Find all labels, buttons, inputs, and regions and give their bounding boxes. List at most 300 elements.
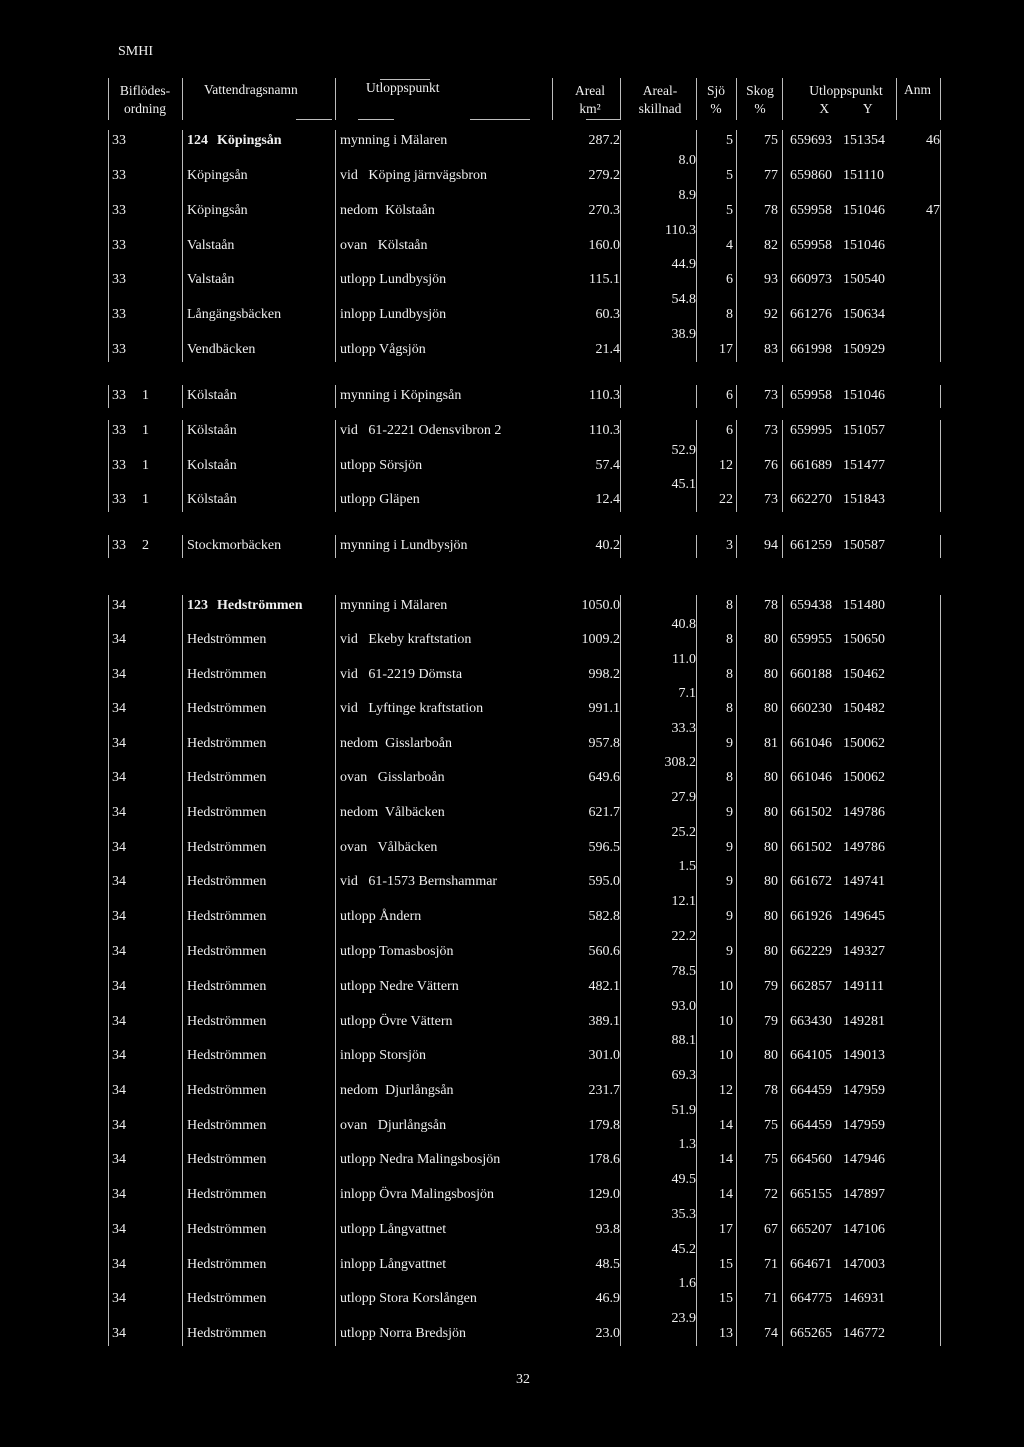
row-lake-pct: 8	[726, 598, 733, 613]
row-coord-y: 150482	[843, 701, 885, 716]
row-area: 595.0	[588, 874, 620, 889]
row-name: Hedströmmen	[187, 979, 267, 994]
row-lake-pct: 6	[726, 423, 733, 438]
area-difference: 308.2	[664, 755, 696, 770]
row-lake-pct: 9	[726, 840, 733, 855]
row-coord-y: 146931	[843, 1291, 885, 1306]
row-outlet-point: mynning i Lundbysjön	[340, 538, 468, 553]
column-divider	[696, 385, 697, 408]
row-coord-y: 149013	[843, 1048, 885, 1063]
row-coord-x: 664671	[790, 1257, 832, 1272]
area-difference: 69.3	[671, 1067, 696, 1083]
column-divider	[940, 420, 941, 512]
row-order: 34	[112, 598, 126, 613]
row-name: Hedströmmen	[187, 1326, 267, 1341]
row-area: 40.2	[595, 538, 620, 553]
row-area: 389.1	[588, 1014, 620, 1029]
row-forest-pct: 73	[764, 423, 778, 438]
row-forest-pct: 72	[764, 1187, 778, 1202]
row-forest-pct: 78	[764, 1083, 778, 1098]
row-outlet-point: mynning i Mälaren	[340, 133, 448, 148]
row-order: 34	[112, 770, 126, 785]
area-difference: 1.6	[678, 1276, 696, 1291]
row-coord-x: 659860	[790, 168, 832, 183]
row-forest-pct: 80	[764, 909, 778, 924]
column-divider	[620, 595, 621, 1346]
row-outlet-point: utlopp Långvattnet	[340, 1222, 447, 1237]
row-coord-y: 150587	[843, 538, 885, 553]
row-order: 33	[112, 423, 126, 438]
row-lake-pct: 17	[719, 1222, 733, 1237]
row-forest-pct: 74	[764, 1326, 778, 1341]
area-difference: 40.8	[671, 617, 696, 632]
column-divider	[736, 420, 737, 512]
header-rule-a	[296, 119, 332, 120]
row-forest-pct: 80	[764, 667, 778, 682]
row-name: Hedströmmen	[187, 1187, 267, 1202]
row-lake-pct: 12	[719, 458, 733, 473]
column-divider	[620, 385, 621, 408]
row-forest-pct: 71	[764, 1291, 778, 1306]
area-difference: 27.9	[671, 789, 696, 805]
row-coord-y: 150929	[843, 342, 885, 357]
row-lake-pct: 14	[719, 1118, 733, 1133]
column-divider	[108, 420, 109, 512]
row-name: Hedströmmen	[187, 1118, 267, 1133]
row-lake-pct: 14	[719, 1187, 733, 1202]
area-difference: 44.9	[671, 257, 696, 272]
row-coord-y: 147946	[843, 1152, 885, 1167]
area-difference: 54.8	[671, 291, 696, 307]
row-suborder: 1	[142, 492, 149, 507]
row-coord-y: 150540	[843, 272, 885, 287]
column-divider	[620, 420, 621, 512]
row-name: Hedströmmen	[187, 1222, 267, 1237]
row-forest-pct: 80	[764, 944, 778, 959]
row-forest-pct: 80	[764, 770, 778, 785]
col-header-lake: Sjö %	[706, 83, 725, 116]
row-outlet-point: utlopp Nedre Vättern	[340, 979, 459, 994]
row-name: Valstaån	[187, 238, 235, 253]
col-header-note: Anm	[904, 82, 931, 97]
row-forest-pct: 80	[764, 701, 778, 716]
row-lake-pct: 10	[719, 1048, 733, 1063]
row-coord-x: 664775	[790, 1291, 832, 1306]
row-area: 482.1	[588, 979, 620, 994]
row-coord-y: 149786	[843, 840, 885, 855]
row-name: Köpingsån	[217, 133, 282, 148]
row-area: 998.2	[588, 667, 620, 682]
row-forest-pct: 80	[764, 840, 778, 855]
row-coord-x: 659955	[790, 632, 832, 647]
row-name: Hedströmmen	[187, 874, 267, 889]
row-code: 124	[187, 133, 208, 148]
row-area: 93.8	[595, 1222, 620, 1237]
row-outlet-point: mynning i Mälaren	[340, 598, 448, 613]
column-divider	[940, 535, 941, 558]
row-lake-pct: 9	[726, 874, 733, 889]
row-order: 34	[112, 1187, 126, 1202]
header-rule-d	[586, 119, 620, 120]
row-area: 110.3	[589, 388, 620, 403]
row-lake-pct: 10	[719, 1014, 733, 1029]
row-coord-x: 660188	[790, 667, 832, 682]
row-area: 301.0	[588, 1048, 620, 1063]
row-lake-pct: 5	[726, 133, 733, 148]
row-area: 560.6	[588, 944, 620, 959]
row-forest-pct: 67	[764, 1222, 778, 1237]
row-outlet-point: utlopp Åndern	[340, 909, 422, 924]
column-divider	[108, 535, 109, 558]
row-outlet-point: utlopp Norra Bredsjön	[340, 1326, 466, 1341]
area-difference: 8.9	[678, 187, 696, 203]
row-order: 34	[112, 944, 126, 959]
row-forest-pct: 92	[764, 307, 778, 322]
row-order: 34	[112, 874, 126, 889]
column-divider	[108, 385, 109, 408]
row-forest-pct: 78	[764, 598, 778, 613]
row-outlet-point: utlopp Stora Korslången	[340, 1291, 477, 1306]
row-coord-y: 147959	[843, 1083, 885, 1098]
row-coord-y: 151046	[843, 203, 885, 218]
row-lake-pct: 10	[719, 979, 733, 994]
row-order: 34	[112, 909, 126, 924]
column-divider	[696, 595, 697, 1346]
row-forest-pct: 80	[764, 874, 778, 889]
area-difference: 93.0	[671, 998, 696, 1014]
row-name: Hedströmmen	[187, 1291, 267, 1306]
row-order: 33	[112, 238, 126, 253]
row-coord-x: 661502	[790, 840, 832, 855]
row-coord-y: 147003	[843, 1257, 885, 1272]
column-divider	[620, 78, 621, 120]
row-outlet-point: nedom Gisslarboån	[340, 736, 452, 751]
row-outlet-point: utlopp Gläpen	[340, 492, 420, 507]
row-order: 34	[112, 632, 126, 647]
row-name: Hedströmmen	[187, 1048, 267, 1063]
row-forest-pct: 78	[764, 203, 778, 218]
row-name: Hedströmmen	[187, 632, 267, 647]
column-divider	[108, 130, 109, 362]
column-divider	[182, 595, 183, 1346]
row-name: Hedströmmen	[187, 701, 267, 716]
row-outlet-point: nedom Kölstaån	[340, 203, 435, 218]
col-header-area: Areal km²	[575, 83, 605, 116]
header-rule-c	[470, 119, 530, 120]
row-outlet-point: ovan Kölstaån	[340, 238, 428, 253]
col-header-forest: Skog %	[746, 83, 774, 116]
row-name: Valstaån	[187, 272, 235, 287]
row-order: 34	[112, 805, 126, 820]
row-lake-pct: 17	[719, 342, 733, 357]
row-lake-pct: 15	[719, 1257, 733, 1272]
column-divider	[782, 535, 783, 558]
row-outlet-point: utlopp Tomasbosjön	[340, 944, 454, 959]
row-coord-y: 151046	[843, 388, 885, 403]
area-difference: 1.3	[678, 1137, 696, 1152]
row-area: 48.5	[595, 1257, 620, 1272]
column-divider	[182, 385, 183, 408]
row-coord-x: 659958	[790, 238, 832, 253]
row-coord-y: 151480	[843, 598, 885, 613]
row-forest-pct: 81	[764, 736, 778, 751]
row-area: 279.2	[588, 168, 620, 183]
column-divider	[335, 78, 336, 120]
row-outlet-point: utlopp Sörsjön	[340, 458, 423, 473]
row-forest-pct: 73	[764, 492, 778, 507]
row-lake-pct: 15	[719, 1291, 733, 1306]
area-difference: 33.3	[671, 720, 696, 736]
area-difference: 78.5	[671, 963, 696, 979]
row-coord-y: 151354	[843, 133, 885, 148]
row-lake-pct: 8	[726, 701, 733, 716]
row-outlet-point: inlopp Lundbysjön	[340, 307, 447, 322]
row-area: 596.5	[588, 840, 620, 855]
area-difference: 35.3	[671, 1206, 696, 1222]
row-coord-x: 662270	[790, 492, 832, 507]
row-outlet-point: inlopp Långvattnet	[340, 1257, 447, 1272]
column-divider	[736, 595, 737, 1346]
row-outlet-point: nedom Vålbäcken	[340, 805, 445, 820]
row-outlet-point: utlopp Övre Vättern	[340, 1014, 453, 1029]
col-header-diff: Areal- skillnad	[638, 83, 682, 116]
row-name: Köpingsån	[187, 168, 248, 183]
row-outlet-point: ovan Vålbäcken	[340, 840, 438, 855]
row-outlet-point: utlopp Vågsjön	[340, 342, 426, 357]
row-lake-pct: 13	[719, 1326, 733, 1341]
row-forest-pct: 79	[764, 979, 778, 994]
area-difference: 8.0	[678, 152, 696, 168]
row-coord-x: 659693	[790, 133, 832, 148]
row-order: 34	[112, 979, 126, 994]
column-divider	[696, 535, 697, 558]
row-coord-y: 147959	[843, 1118, 885, 1133]
row-lake-pct: 9	[726, 805, 733, 820]
row-area: 115.1	[589, 272, 620, 287]
row-order: 33	[112, 342, 126, 357]
row-coord-y: 149645	[843, 909, 885, 924]
row-order: 34	[112, 1152, 126, 1167]
area-difference: 25.2	[671, 824, 696, 840]
row-coord-x: 665207	[790, 1222, 832, 1237]
row-coord-y: 147106	[843, 1222, 885, 1237]
column-divider	[620, 535, 621, 558]
column-divider	[182, 78, 183, 120]
row-forest-pct: 82	[764, 238, 778, 253]
row-outlet-point: vid 61-1573 Bernshammar	[340, 874, 498, 889]
row-coord-x: 662229	[790, 944, 832, 959]
area-difference: 49.5	[671, 1171, 696, 1187]
column-divider	[782, 420, 783, 512]
row-name: Hedströmmen	[187, 805, 267, 820]
row-name: Hedströmmen	[187, 1257, 267, 1272]
row-suborder: 1	[142, 423, 149, 438]
row-forest-pct: 80	[764, 805, 778, 820]
row-area: 649.6	[588, 770, 620, 785]
row-lake-pct: 3	[726, 538, 733, 553]
row-note: 46	[926, 133, 940, 148]
area-difference: 38.9	[671, 326, 696, 342]
row-coord-y: 150650	[843, 632, 885, 647]
row-forest-pct: 71	[764, 1257, 778, 1272]
row-order: 34	[112, 1118, 126, 1133]
row-outlet-point: vid Köping järnvägsbron	[340, 168, 487, 183]
column-divider	[108, 78, 109, 120]
row-order: 33	[112, 492, 126, 507]
row-coord-x: 659958	[790, 388, 832, 403]
row-forest-pct: 80	[764, 1048, 778, 1063]
area-difference: 51.9	[671, 1102, 696, 1118]
row-name: Stockmorbäcken	[187, 538, 282, 553]
row-name: Hedströmmen	[187, 736, 267, 751]
column-divider	[335, 535, 336, 558]
org-label: SMHI	[118, 44, 154, 59]
row-order: 33	[112, 538, 126, 553]
row-coord-x: 664459	[790, 1083, 832, 1098]
row-order: 33	[112, 307, 126, 322]
row-outlet-point: vid Ekeby kraftstation	[340, 632, 472, 647]
row-coord-x: 664459	[790, 1118, 832, 1133]
row-coord-x: 660230	[790, 701, 832, 716]
row-name: Hedströmmen	[187, 1152, 267, 1167]
row-order: 34	[112, 1291, 126, 1306]
row-coord-y: 150462	[843, 667, 885, 682]
row-coord-y: 150062	[843, 736, 885, 751]
row-forest-pct: 75	[764, 133, 778, 148]
area-difference: 88.1	[671, 1033, 696, 1048]
row-outlet-point: inlopp Storsjön	[340, 1048, 426, 1063]
row-area: 179.8	[588, 1118, 620, 1133]
column-divider	[108, 595, 109, 1346]
col-header-outlet: Utloppspunkt	[366, 80, 440, 95]
row-area: 231.7	[588, 1083, 620, 1098]
area-difference: 12.1	[671, 893, 696, 909]
row-coord-x: 664560	[790, 1152, 832, 1167]
row-lake-pct: 8	[726, 667, 733, 682]
column-divider	[736, 130, 737, 362]
row-outlet-point: nedom Djurlångsån	[340, 1083, 454, 1098]
row-coord-x: 663430	[790, 1014, 832, 1029]
row-forest-pct: 79	[764, 1014, 778, 1029]
row-coord-x: 661259	[790, 538, 832, 553]
row-coord-y: 149111	[843, 979, 884, 994]
row-coord-x: 665265	[790, 1326, 832, 1341]
row-lake-pct: 5	[726, 203, 733, 218]
row-forest-pct: 83	[764, 342, 778, 357]
row-order: 34	[112, 1326, 126, 1341]
row-forest-pct: 75	[764, 1152, 778, 1167]
row-coord-y: 147897	[843, 1187, 885, 1202]
row-coord-x: 665155	[790, 1187, 832, 1202]
row-name: Hedströmmen	[187, 770, 267, 785]
row-order: 34	[112, 1083, 126, 1098]
row-outlet-point: ovan Djurlångsån	[340, 1118, 447, 1133]
column-divider	[182, 535, 183, 558]
row-lake-pct: 14	[719, 1152, 733, 1167]
row-name: Hedströmmen	[187, 1014, 267, 1029]
row-name: Hedströmmen	[187, 944, 267, 959]
row-forest-pct: 94	[764, 538, 778, 553]
row-name: Kolstaån	[187, 458, 237, 473]
row-coord-x: 661276	[790, 307, 832, 322]
column-divider	[782, 130, 783, 362]
row-lake-pct: 8	[726, 307, 733, 322]
area-difference: 11.0	[672, 651, 696, 667]
row-outlet-point: utlopp Lundbysjön	[340, 272, 447, 287]
row-area: 991.1	[588, 701, 620, 716]
row-coord-x: 659438	[790, 598, 832, 613]
col-header-coord: Utloppspunkt X Y	[809, 83, 883, 116]
row-coord-y: 151110	[843, 168, 884, 183]
row-name: Kölstaån	[187, 492, 237, 507]
row-lake-pct: 6	[726, 272, 733, 287]
row-coord-y: 149786	[843, 805, 885, 820]
area-difference: 23.9	[671, 1310, 696, 1326]
row-outlet-point: ovan Gisslarboån	[340, 770, 445, 785]
row-order: 34	[112, 701, 126, 716]
row-area: 582.8	[588, 909, 620, 924]
column-divider	[782, 385, 783, 408]
row-forest-pct: 80	[764, 632, 778, 647]
row-name: Köpingsån	[187, 203, 248, 218]
row-outlet-point: inlopp Övra Malingsbosjön	[340, 1187, 494, 1202]
row-lake-pct: 6	[726, 388, 733, 403]
column-divider	[335, 420, 336, 512]
row-order: 34	[112, 736, 126, 751]
row-order: 34	[112, 1257, 126, 1272]
row-area: 57.4	[595, 458, 620, 473]
row-coord-y: 146772	[843, 1326, 885, 1341]
row-lake-pct: 5	[726, 168, 733, 183]
row-order: 33	[112, 168, 126, 183]
row-forest-pct: 75	[764, 1118, 778, 1133]
area-difference: 45.2	[671, 1241, 696, 1257]
row-area: 270.3	[588, 203, 620, 218]
row-order: 34	[112, 1222, 126, 1237]
row-area: 957.8	[588, 736, 620, 751]
row-order: 34	[112, 1048, 126, 1063]
row-order: 33	[112, 272, 126, 287]
area-difference: 45.1	[671, 477, 696, 492]
row-name: Hedströmmen	[187, 909, 267, 924]
row-area: 21.4	[595, 342, 620, 357]
column-divider	[696, 130, 697, 362]
row-coord-x: 660973	[790, 272, 832, 287]
column-divider	[736, 78, 737, 120]
row-order: 33	[112, 203, 126, 218]
row-order: 34	[112, 840, 126, 855]
column-divider	[552, 78, 553, 120]
row-name: Hedströmmen	[187, 667, 267, 682]
column-divider	[940, 130, 941, 362]
row-order: 33	[112, 133, 126, 148]
row-lake-pct: 22	[719, 492, 733, 507]
column-divider	[335, 385, 336, 408]
row-forest-pct: 76	[764, 458, 778, 473]
column-divider	[940, 385, 941, 408]
header-rule-top	[380, 79, 430, 80]
row-name: Kölstaån	[187, 388, 237, 403]
row-coord-x: 661689	[790, 458, 832, 473]
row-name: Hedströmmen	[217, 598, 303, 613]
row-area: 12.4	[595, 492, 620, 507]
row-area: 110.3	[589, 423, 620, 438]
row-outlet-point: utlopp Nedra Malingsbosjön	[340, 1152, 501, 1167]
row-outlet-point: mynning i Köpingsån	[340, 388, 462, 403]
row-area: 1009.2	[581, 632, 620, 647]
col-header-name: Vattendragsnamn	[204, 82, 298, 97]
column-divider	[782, 78, 783, 120]
